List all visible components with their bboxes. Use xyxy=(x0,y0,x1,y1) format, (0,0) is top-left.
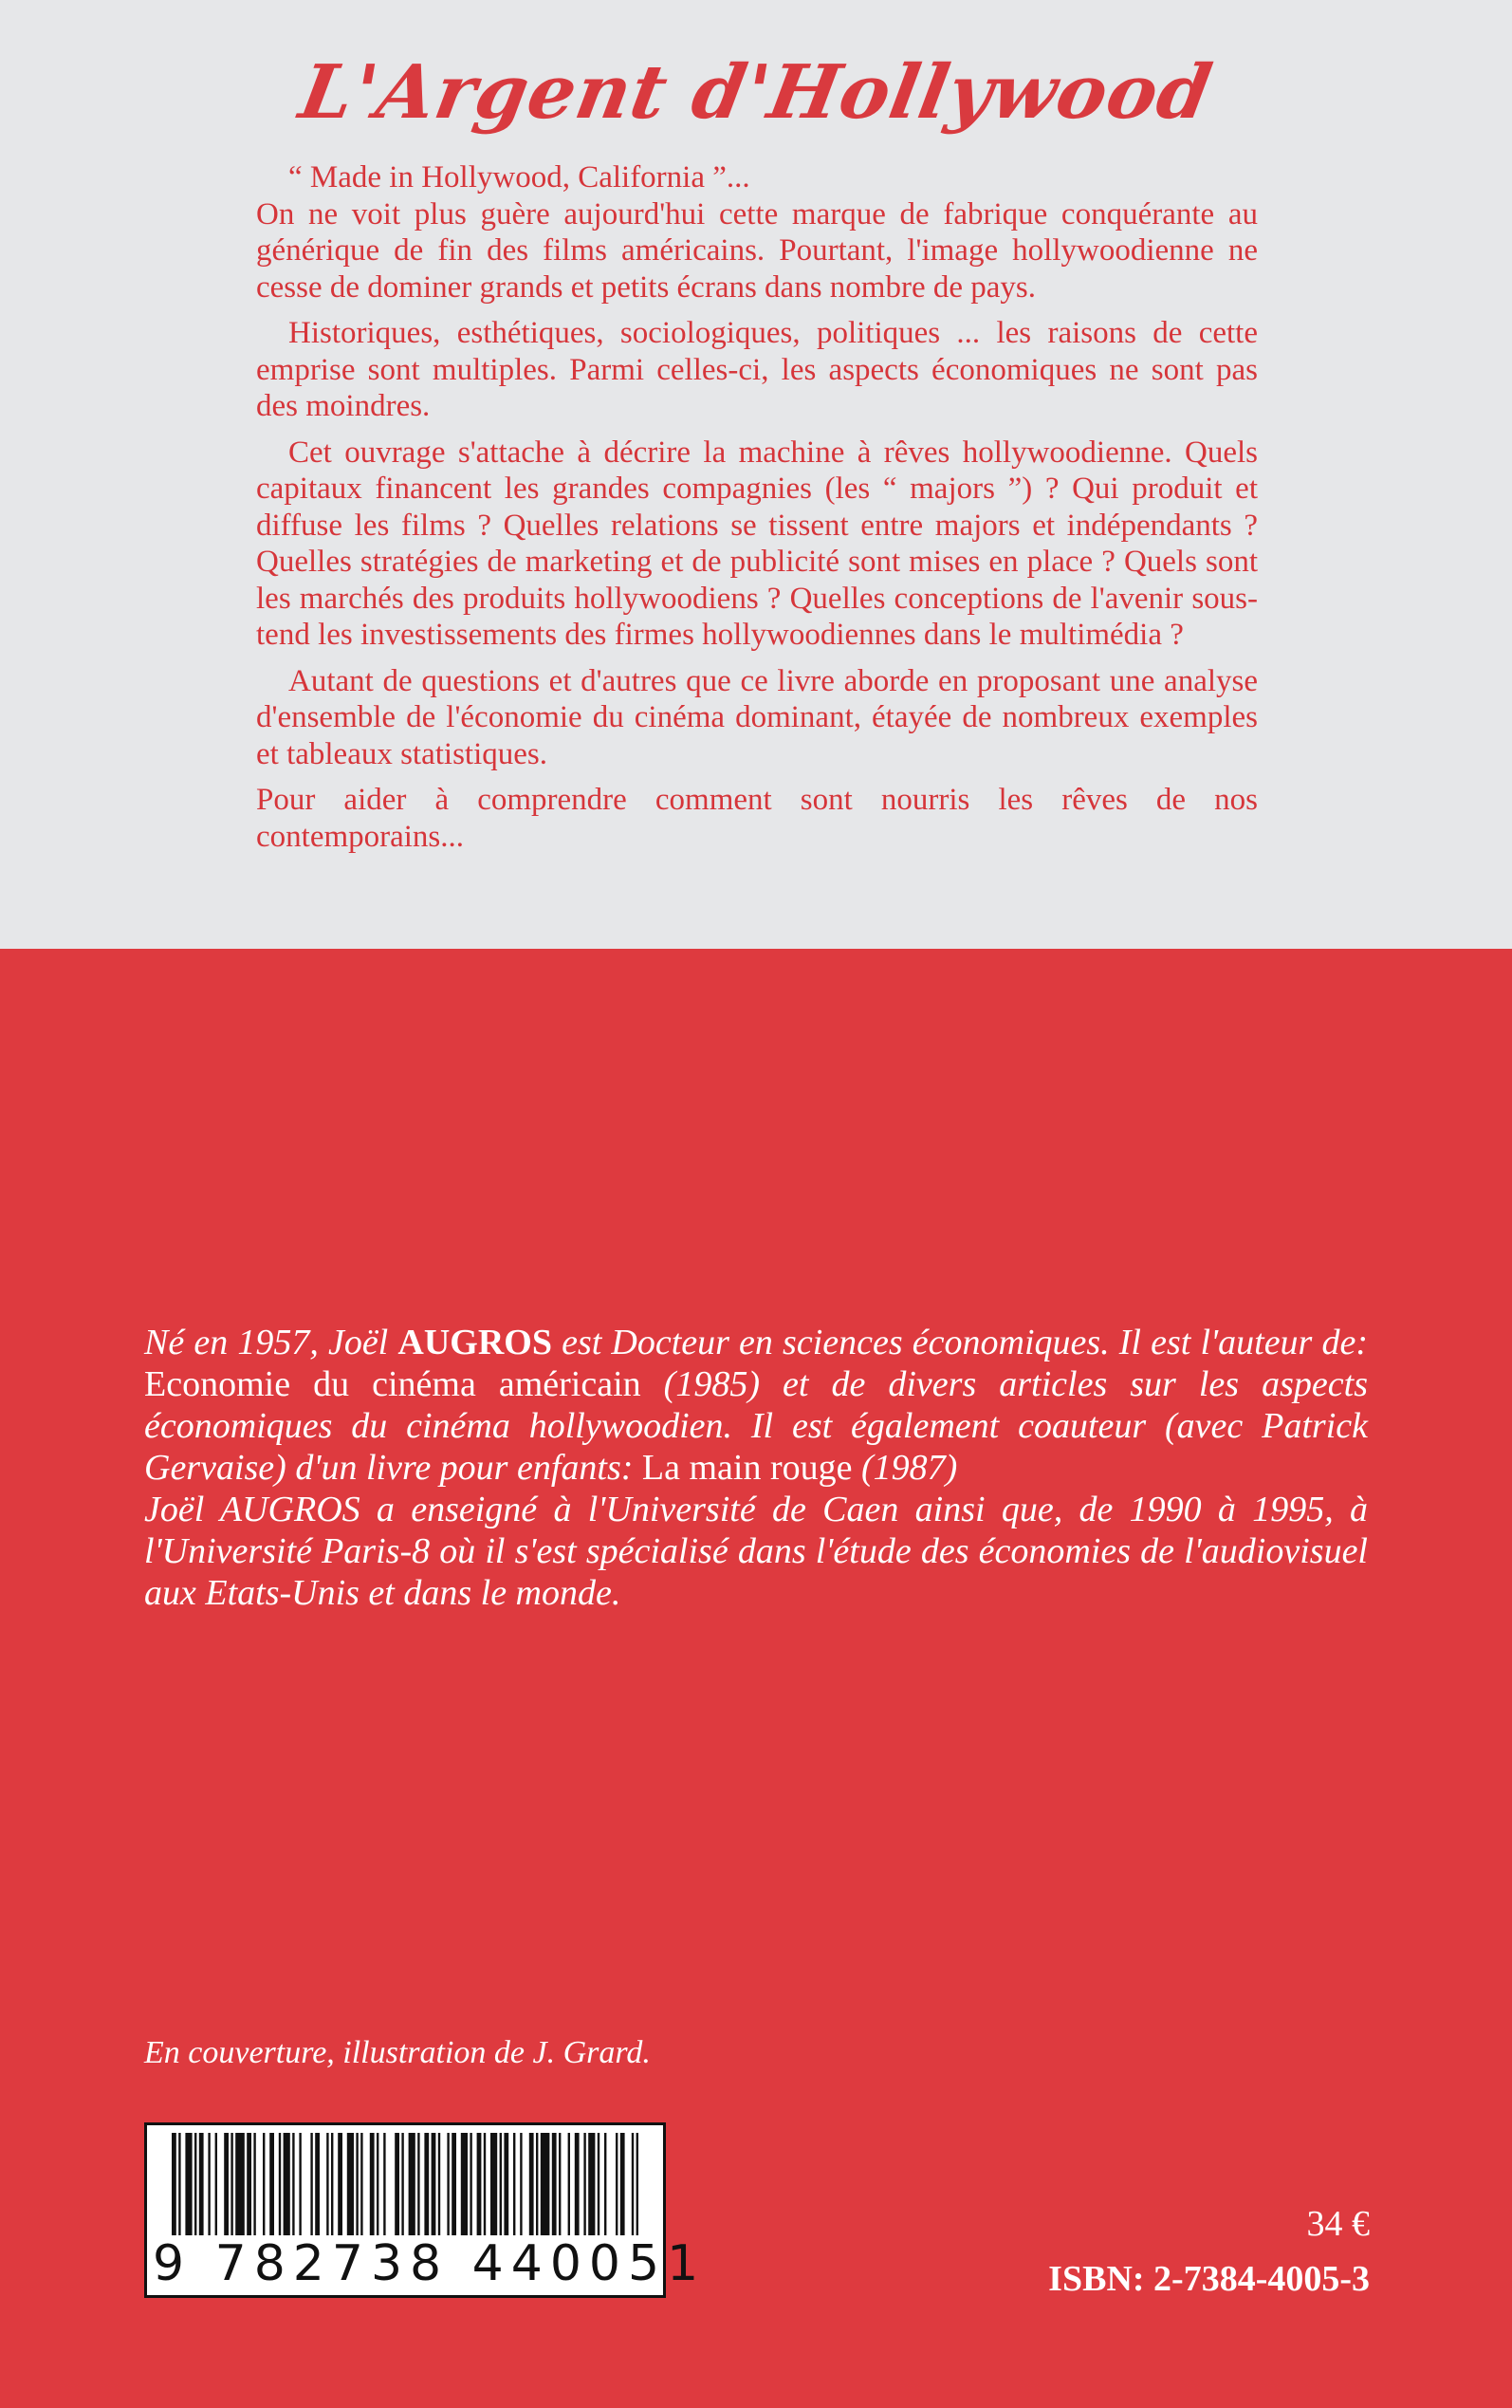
barcode-bar xyxy=(598,2133,599,2235)
barcode-bar xyxy=(461,2133,468,2235)
author-bio xyxy=(144,1322,1368,1614)
book-title-1: Economie du cinéma américain xyxy=(144,1364,641,1404)
barcode-bar xyxy=(490,2133,497,2235)
bio-text-5: Joël AUGROS a enseigné à l'Université de Caen ainsi que, de 1990 à 1995, à l'Université Paris-8 où il s'est spécialisé dans l'étude des économies de l'audiovisuel aux Etats-Unis et dans le monde. xyxy=(144,1490,1368,1613)
bio-text-2: est Docteur en sciences économiques. Il est l'auteur de: xyxy=(551,1323,1368,1362)
barcode-bar xyxy=(552,2133,557,2235)
barcode-bar xyxy=(504,2133,508,2235)
bio-text-4: (1987) xyxy=(852,1448,958,1488)
barcode-bar xyxy=(269,2133,274,2235)
barcode-digits: 9 782738 440051 xyxy=(153,2235,707,2292)
blurb-paragraph-4: Autant de questions et d'autres que ce livre aborde en proposant une analyse d'ensemble de l'économie du cinéma dominant, étayée de nombreux exemples et tableaux statistiques. xyxy=(256,663,1258,771)
blurb-paragraph-2: Historiques, esthétiques, sociologiques, politiques ... les raisons de cette emprise sont multiples. Parmi celles-ci, les aspects économiques ne sont pas des moindres. xyxy=(256,316,1258,423)
barcode-bar xyxy=(299,2133,301,2235)
barcode xyxy=(144,2122,707,2298)
barcode-bar xyxy=(247,2133,251,2235)
barcode-bar xyxy=(208,2133,210,2235)
barcode-bar xyxy=(315,2133,320,2235)
barcode-bar xyxy=(447,2133,449,2235)
barcode-bar xyxy=(356,2133,358,2235)
barcode-bar xyxy=(230,2133,232,2235)
blurb-paragraph-3: Cet ouvrage s'attache à décrire la machine à rêves hollywoodienne. Quels capitaux financent les grandes compagnies (les “ majors ”) ? Qui produit et diffuse les films ? Quelles relations se tissent entre majors et indépendants ? Quelles stratégies de marketing et de publicité sont mises en place ? Quels sont les marchés des produits hollywoodiens ? Quelles conceptions de l'avenir sous-tend les investissements des firmes hollywoodiennes dans le multimédia ? xyxy=(256,435,1258,652)
barcode-bar xyxy=(370,2133,375,2235)
barcode-bar xyxy=(568,2133,570,2235)
barcode-bar xyxy=(199,2133,204,2235)
barcode-bar xyxy=(235,2133,245,2235)
barcode-bar xyxy=(409,2133,415,2235)
barcode-bar xyxy=(632,2133,634,2235)
barcode-bar xyxy=(347,2133,354,2235)
barcode-bar xyxy=(338,2133,342,2235)
barcode-bar xyxy=(536,2133,538,2235)
barcode-bar xyxy=(484,2133,486,2235)
bio-text-3: (1985) et de divers articles sur les aspects économiques du cinéma hollywoodien. Il est également coauteur (avec Patrick Gervaise) d'un livre pour enfants: xyxy=(144,1364,1368,1488)
barcode-bar xyxy=(604,2133,606,2235)
book-title: L'Argent d'Hollywood xyxy=(293,49,1219,136)
barcode-bar xyxy=(292,2133,294,2235)
blurb-quote: “ Made in Hollywood, California ”... xyxy=(288,160,750,194)
barcode-bar xyxy=(616,2133,618,2235)
barcode-bar xyxy=(377,2133,378,2235)
barcode-bar xyxy=(470,2133,471,2235)
barcode-bar xyxy=(417,2133,419,2235)
barcode-bar xyxy=(215,2133,217,2235)
barcode-bar xyxy=(326,2133,328,2235)
barcode-bar xyxy=(360,2133,362,2235)
barcode-bar xyxy=(310,2133,312,2235)
barcode-bar xyxy=(541,2133,550,2235)
barcode-bar xyxy=(178,2133,180,2235)
barcode-bar xyxy=(224,2133,229,2235)
barcode-bar xyxy=(575,2133,580,2235)
barcode-bar xyxy=(500,2133,502,2235)
barcode-bar xyxy=(253,2133,255,2235)
barcode-bar xyxy=(185,2133,192,2235)
barcode-bar xyxy=(559,2133,561,2235)
book-title-2: La main rouge xyxy=(641,1448,853,1488)
barcode-bars xyxy=(147,2125,663,2239)
barcode-bar xyxy=(279,2133,281,2235)
barcode-bar xyxy=(477,2133,482,2235)
barcode-bar xyxy=(529,2133,534,2235)
barcode-bar xyxy=(284,2133,290,2235)
back-cover-blurb xyxy=(256,159,1258,864)
author-name: AUGROS xyxy=(397,1323,552,1362)
barcode-bar xyxy=(588,2133,595,2235)
barcode-bar xyxy=(172,2133,176,2235)
barcode-bar xyxy=(383,2133,385,2235)
barcode-bar xyxy=(194,2133,196,2235)
bio-text-1: Né en 1957, Joël xyxy=(144,1323,398,1362)
price: 34 € xyxy=(1306,2204,1370,2244)
cover-credit: En couverture, illustration de J. Grard. xyxy=(144,2035,651,2070)
barcode-bar xyxy=(395,2133,399,2235)
barcode-bar xyxy=(401,2133,403,2235)
barcode-bar xyxy=(331,2133,333,2235)
barcode-bar xyxy=(424,2133,429,2235)
blurb-paragraph-1: On ne voit plus guère aujourd'hui cette marque de fabrique conquérante au générique de fin des films américains. Pourtant, l'image hollywoodienne ne cesse de dominer grands et petits écrans dans nombre de pays. xyxy=(256,196,1258,305)
blurb-paragraph-5: Pour aider à comprendre comment sont nourris les rêves de nos contemporains... xyxy=(256,783,1258,854)
barcode-bar xyxy=(513,2133,515,2235)
barcode-bar xyxy=(636,2133,638,2235)
barcode-bar xyxy=(620,2133,625,2235)
barcode-bar xyxy=(432,2133,436,2235)
barcode-bar xyxy=(438,2133,440,2235)
barcode-bar xyxy=(452,2133,456,2235)
barcode-bar xyxy=(263,2133,265,2235)
barcode-bar xyxy=(520,2133,522,2235)
barcode-bar xyxy=(583,2133,585,2235)
isbn: ISBN: 2-7384-4005-3 xyxy=(1048,2259,1370,2299)
